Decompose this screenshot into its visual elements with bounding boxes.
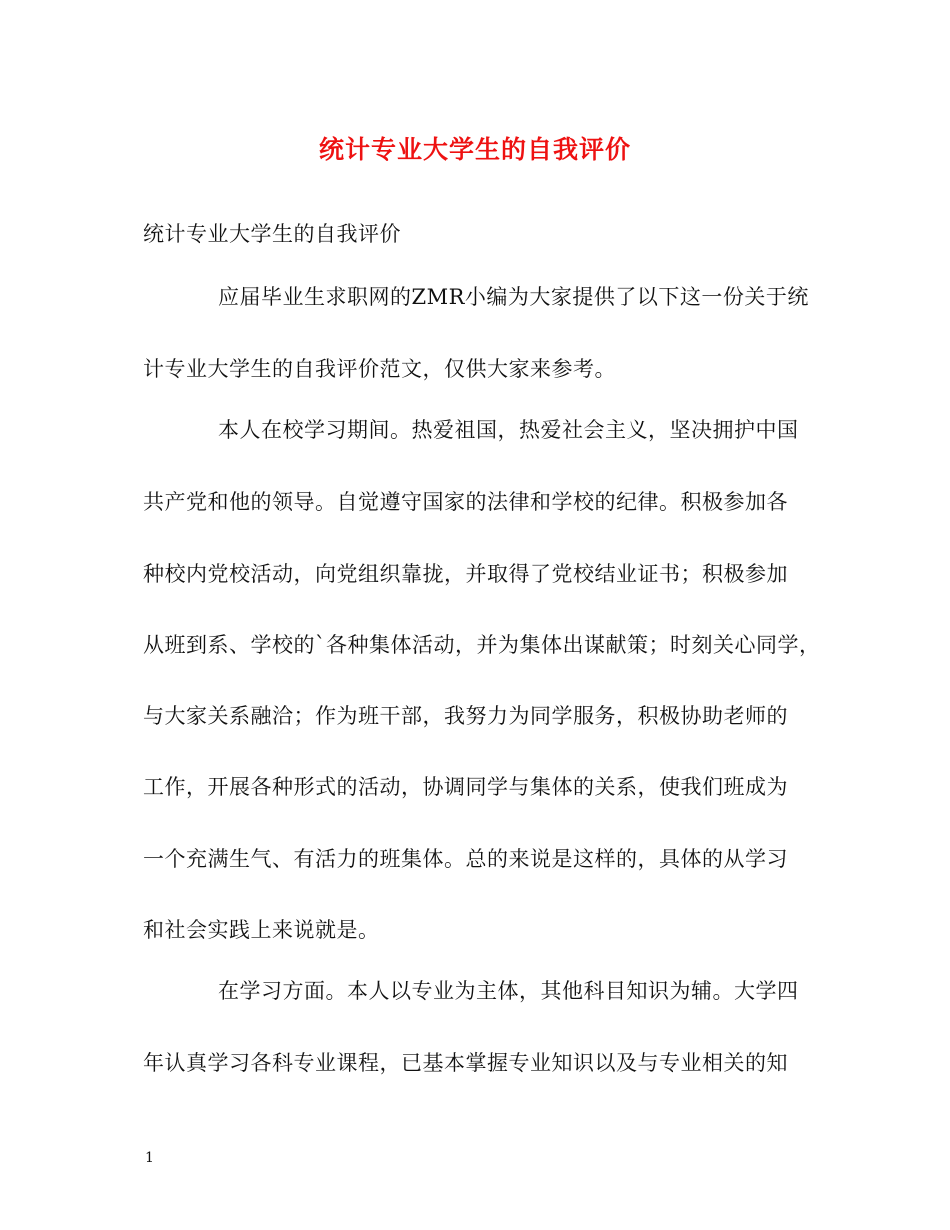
- paragraph-line: 和社会实践上来说就是。: [143, 918, 380, 942]
- paragraph-line: 种校内党校活动，向党组织靠拢，并取得了党校结业证书；积极参加: [143, 562, 788, 586]
- document-title: 统计专业大学生的自我评价: [318, 135, 631, 164]
- paragraph-line: 一个充满生气、有活力的班集体。总的来说是这样的，具体的从学习: [143, 847, 788, 871]
- paragraph-line: 在学习方面。本人以专业为主体，其他科目知识为辅。大学四: [218, 979, 799, 1003]
- paragraph-line: 从班到系、学校的`各种集体活动，并为集体出谋献策；时刻关心同学，: [143, 633, 821, 657]
- subtitle-line: 统计专业大学生的自我评价: [143, 222, 401, 246]
- paragraph-line: 应届毕业生求职网的ZMR小编为大家提供了以下这一份关于统: [218, 285, 809, 309]
- paragraph-line: 计专业大学生的自我评价范文，仅供大家来参考。: [143, 357, 616, 381]
- paragraph-line: 与大家关系融洽；作为班干部，我努力为同学服务，积极协助老师的: [143, 704, 788, 728]
- paragraph-line: 工作，开展各种形式的活动，协调同学与集体的关系，使我们班成为: [143, 775, 788, 799]
- paragraph-line: 本人在校学习期间。热爱祖国，热爱社会主义，坚决拥护中国: [218, 418, 799, 442]
- paragraph-line: 共产党和他的领导。自觉遵守国家的法律和学校的纪律。积极参加各: [143, 490, 788, 514]
- paragraph-line: 年认真学习各科专业课程，已基本掌握专业知识以及与专业相关的知: [143, 1051, 788, 1075]
- page-number: 1: [145, 1150, 154, 1166]
